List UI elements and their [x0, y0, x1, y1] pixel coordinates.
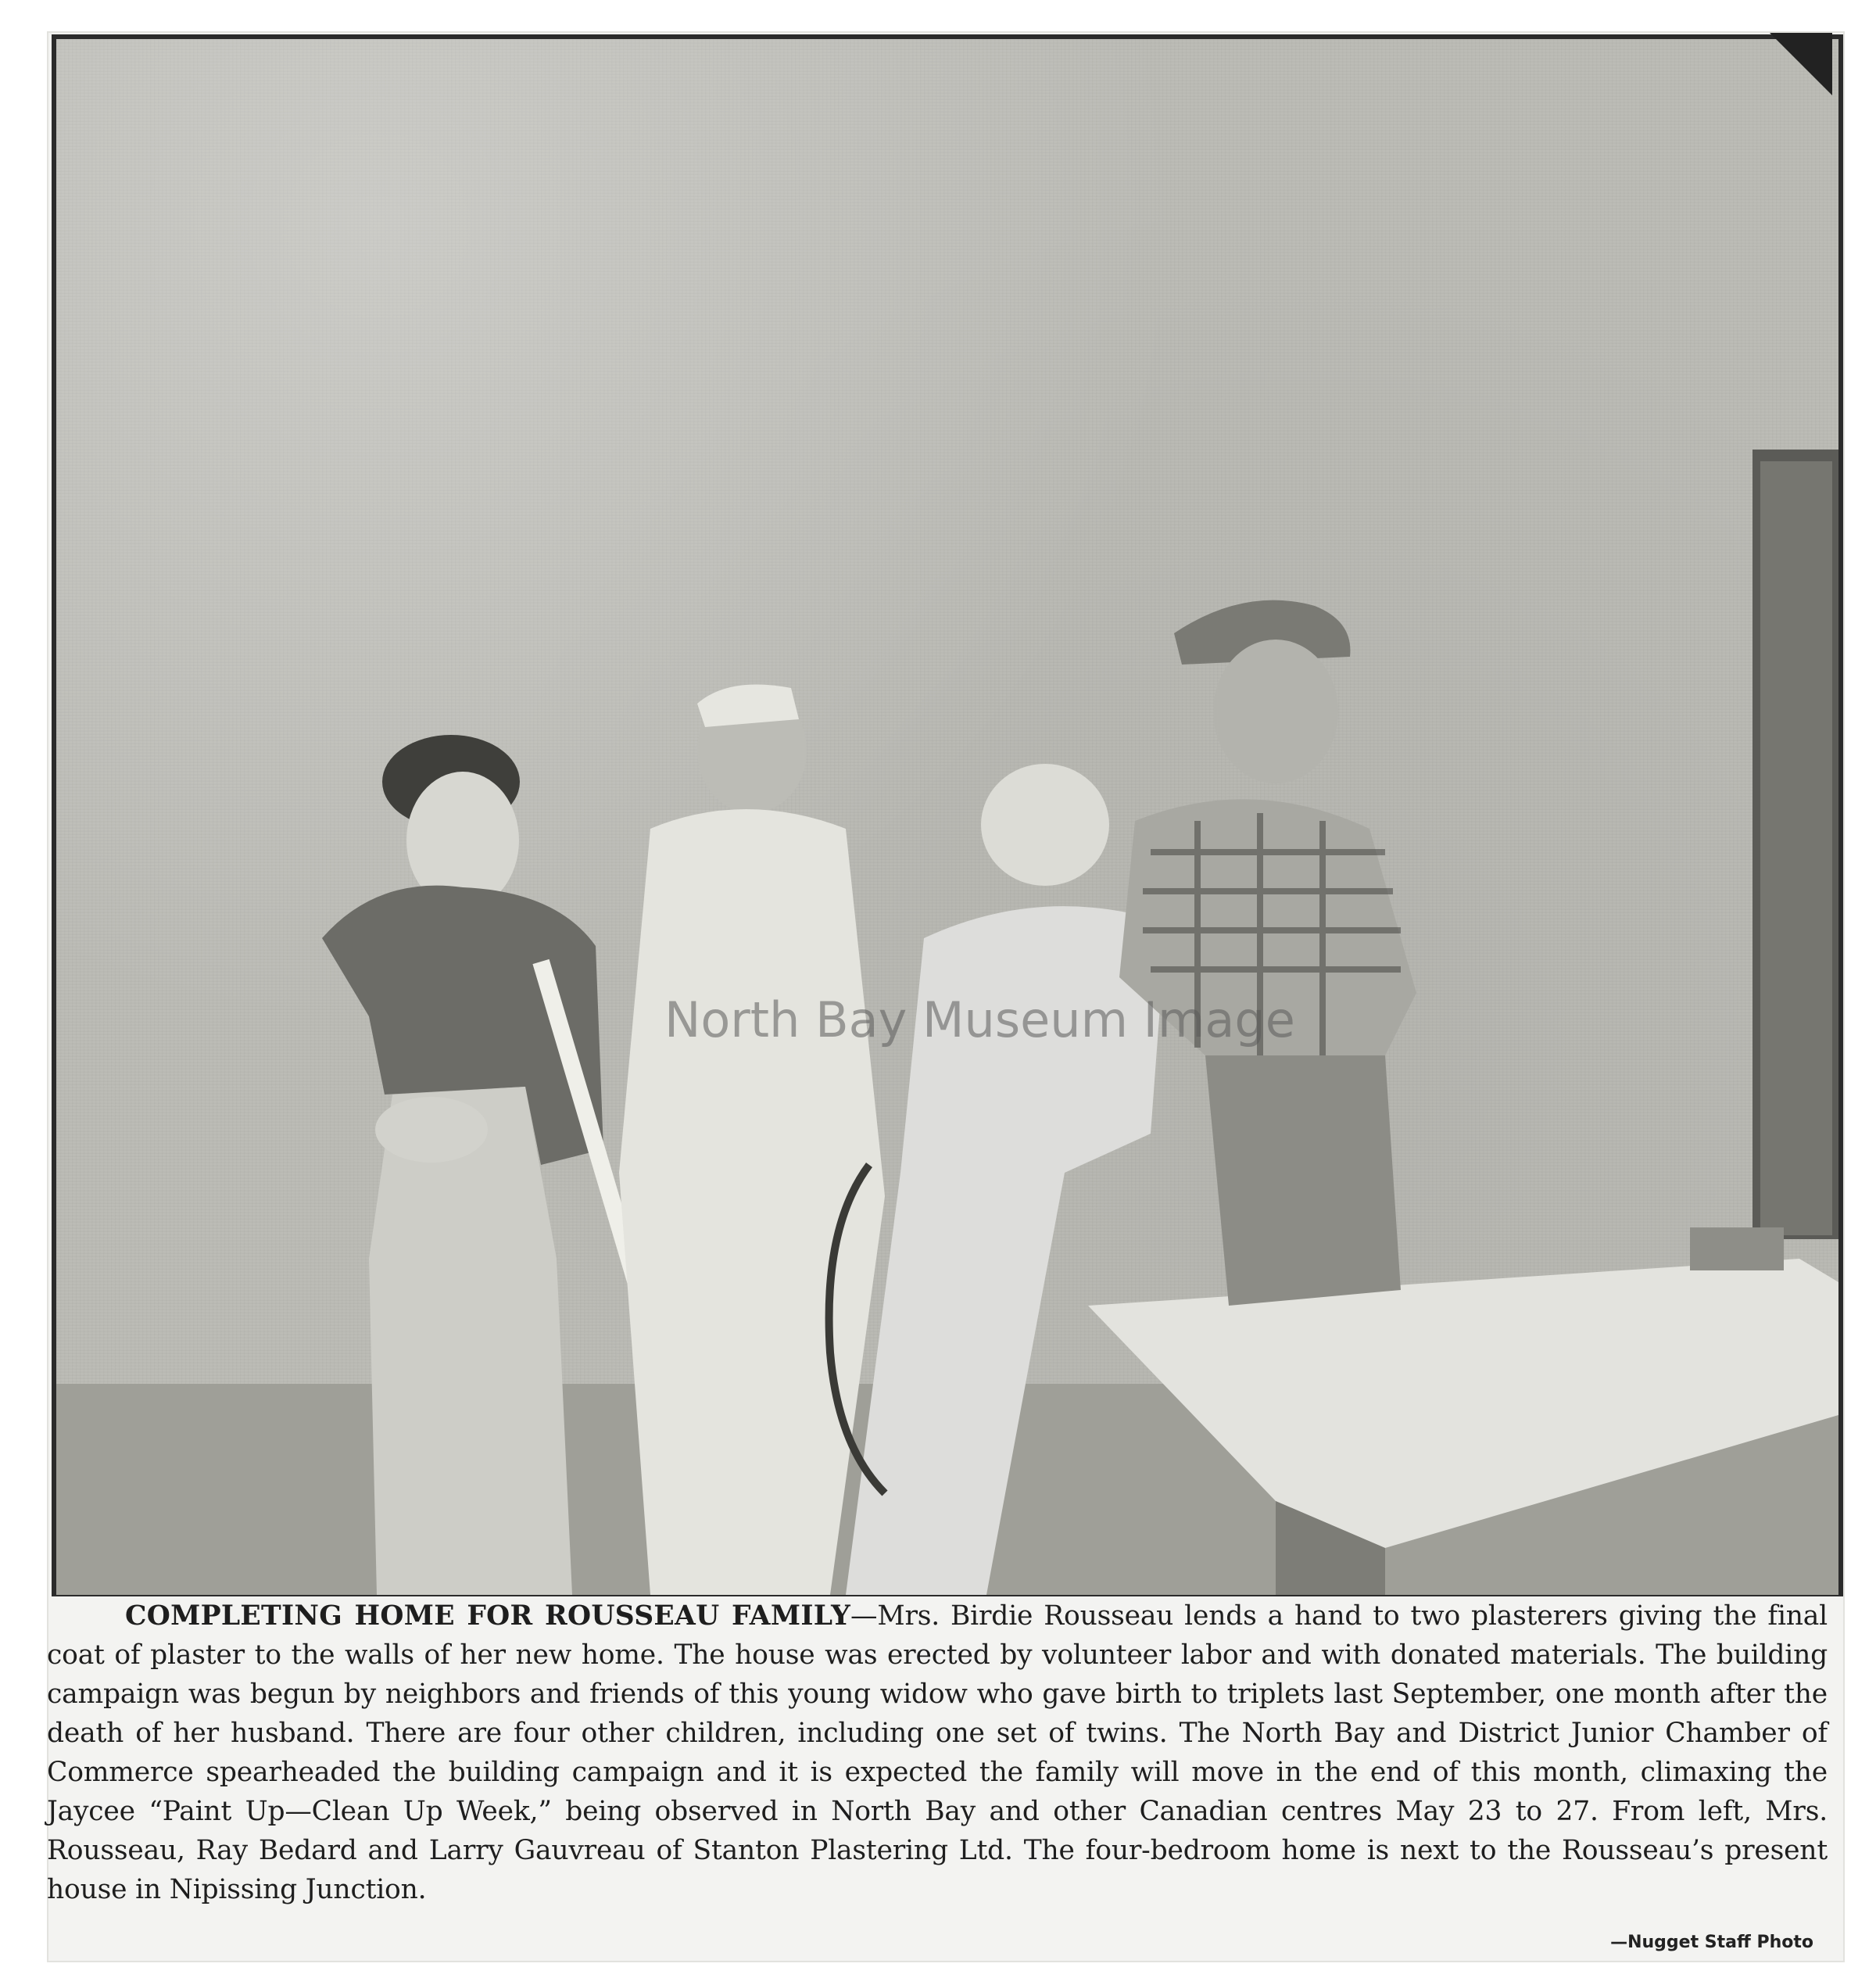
newspaper-photo	[52, 34, 1843, 1596]
watermark-text: North Bay Museum Image	[664, 991, 1295, 1048]
torn-corner	[1770, 33, 1832, 95]
photo-credit: —Nugget Staff Photo	[1610, 1933, 1813, 1952]
photo-caption	[47, 1596, 1828, 1909]
caption-separator: —	[850, 1600, 878, 1632]
caption-headline: COMPLETING HOME FOR ROUSSEAU FAMILY	[125, 1600, 851, 1632]
caption-body: Mrs. Birdie Rousseau lends a hand to two plasterers giving the final coat of plaster to the walls of her new home. The house was erected by volunteer labor and with donated materials. The building campaign was begun by neighbors and friends of this young widow who gave birth to triplets last September, one month after the death of her husband. There are four other children, including one set of twins. The North Bay and District Junior Chamber of Commerce spearheaded the building campaign and it is expected the family will move in the end of this month, climaxing the Jaycee “Paint Up—Clean Up Week,” being observed in North Bay and other Canadian centres May 23 to 27. From left, Mrs. Rousseau, Ray Bedard and Larry Gauvreau of Stanton Plastering Ltd. The four-bedroom home is next to the Rousseau’s present house in Nipissing Junction.	[47, 1600, 1828, 1905]
photo-scene	[56, 39, 1838, 1595]
